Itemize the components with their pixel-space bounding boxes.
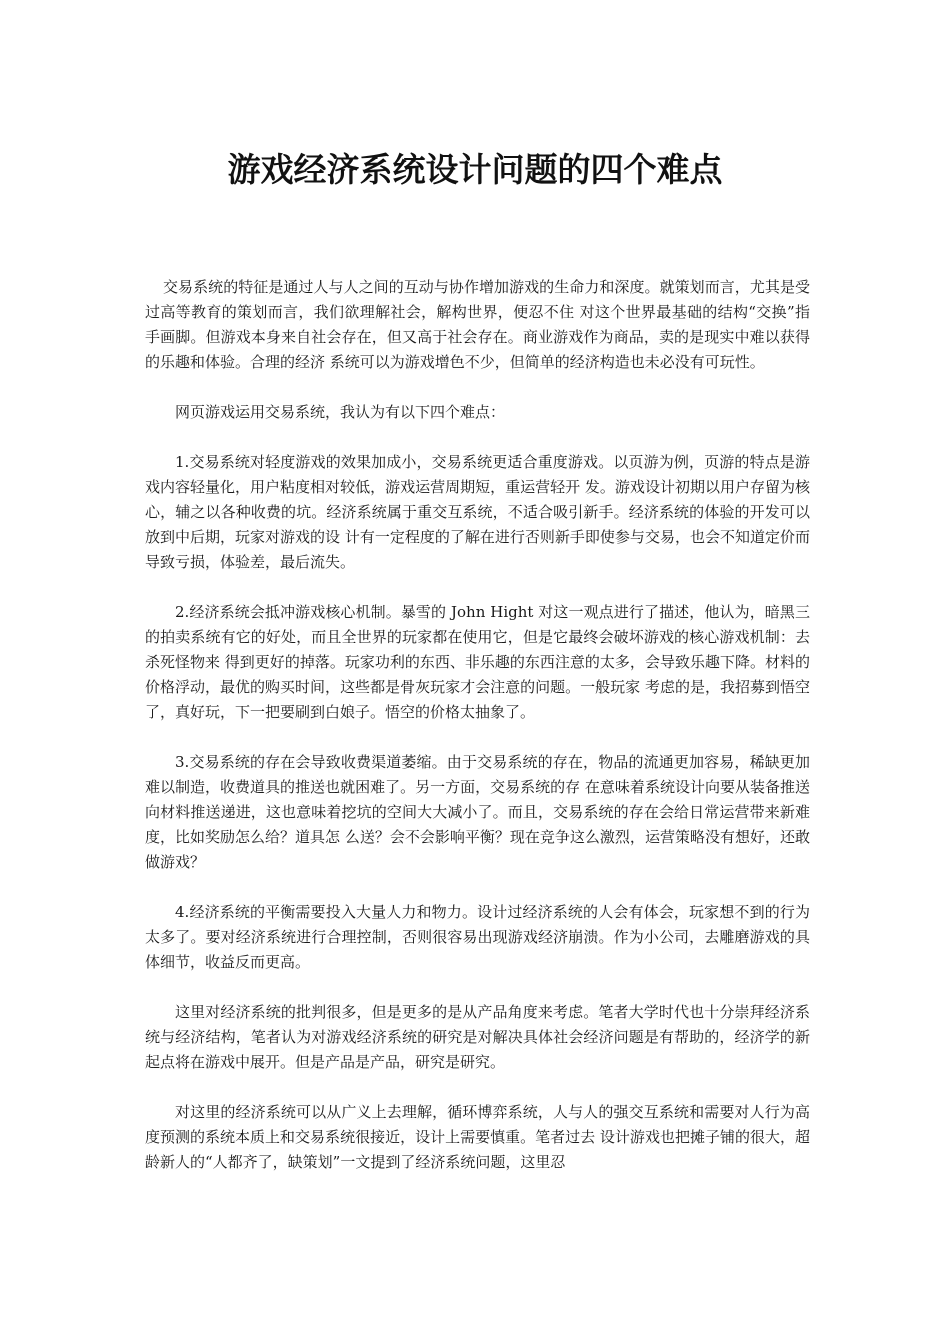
document-title: 游戏经济系统设计问题的四个难点 (227, 150, 723, 189)
paragraph-point-4: 4.经济系统的平衡需要投入大量人力和物力。设计过经济系统的人会有体会，玩家想不到的行为太多了。要对经济系统进行合理控制，否则很容易出现游戏经济崩溃。作为小公司，去雕磨游戏的具体细节，收益反而更高。 (145, 903, 810, 971)
paragraph-difficulties-lead: 网页游戏运用交易系统，我认为有以下四个难点： (175, 403, 506, 421)
document-body (145, 275, 810, 1200)
paragraph-point-3: 3.交易系统的存在会导致收费渠道萎缩。由于交易系统的存在，物品的流通更加容易，稀缺更加难以制造，收费道具的推送也就困难了。另一方面，交易系统的存 在意味着系统设计向要从装备推送向材料推送递进，这也意味着挖坑的空间大大减小了。而且，交易系统的存在会给日常运营带来新难度，比如奖励怎么给？道具怎 么送？会不会影响平衡？现在竞争这么激烈，运营策略没有想好，还敢做游戏？ (145, 753, 810, 871)
paragraph-point-1: 1.交易系统对轻度游戏的效果加成小，交易系统更适合重度游戏。以页游为例，页游的特点是游戏内容轻量化，用户粘度相对较低，游戏运营周期短，重运营轻开 发。游戏设计初期以用户存留为核心，辅之以各种收费的坑。经济系统属于重交互系统，不适合吸引新手。经济系统的体验的开发可以放到中后期，玩家对游戏的设 计有一定程度的了解在进行否则新手即使参与交易，也会不知道定价而导致亏损，体验差，最后流失。 (145, 453, 810, 571)
paragraph-broad-view: 对这里的经济系统可以从广义上去理解，循环博弈系统，人与人的强交互系统和需要对人行为高度预测的系统本质上和交易系统很接近，设计上需要慎重。笔者过去 设计游戏也把摊子铺的很大，超龄新人的“人都齐了，缺策划”一文提到了经济系统问题，这里忍 (145, 1103, 810, 1171)
paragraph-intro: 交易系统的特征是通过人与人之间的互动与协作增加游戏的生命力和深度。就策划而言，尤其是受过高等教育的策划而言，我们欲理解社会，解构世界，便忍不住 对这个世界最基础的结构“交换”指手画脚。但游戏本身来自社会存在，但又高于社会存在。商业游戏作为商品，卖的是现实中难以获得的乐趣和体验。合理的经济 系统可以为游戏增色不少，但简单的经济构造也未必没有可玩性。 (145, 278, 810, 371)
paragraph-critique: 这里对经济系统的批判很多，但是更多的是从产品角度来考虑。笔者大学时代也十分崇拜经济系统与经济结构，笔者认为对游戏经济系统的研究是对解决具体社会经济问题是有帮助的，经济学的新起点将在游戏中展开。但是产品是产品，研究是研究。 (145, 1003, 810, 1071)
paragraph-point-2: 2.经济系统会抵冲游戏核心机制。暴雪的 John Hight 对这一观点进行了描述，他认为，暗黑三的拍卖系统有它的好处，而且全世界的玩家都在使用它，但是它最终会破坏游戏的核心游戏机制：去杀死怪物来 得到更好的掉落。玩家功利的东西、非乐趣的东西注意的太多，会导致乐趣下降。材料的价格浮动，最优的购买时间，这些都是骨灰玩家才会注意的问题。一般玩家 考虑的是，我招募到悟空了，真好玩，下一把要刷到白娘子。悟空的价格太抽象了。 (145, 603, 810, 721)
